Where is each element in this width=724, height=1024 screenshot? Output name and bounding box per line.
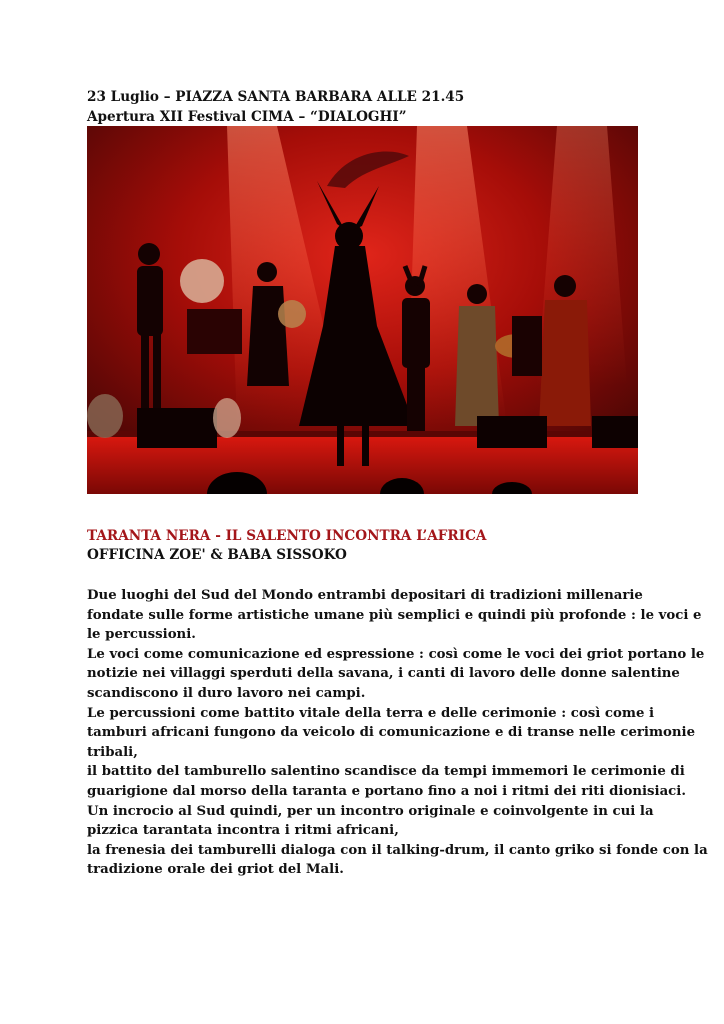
description-line: scandiscono il duro lavoro nei campi. — [87, 685, 366, 701]
description-line: Le percussioni come battito vitale della terra e delle cerimonie : così come i — [87, 705, 655, 721]
description-line: tradizione orale dei griot del Mali. — [87, 862, 344, 878]
description-line: pizzica tarantata incontra i ritmi africani, — [87, 823, 399, 839]
concert-stage-illustration — [87, 126, 638, 494]
event-performers: OFFICINA ZOE' & BABA SISSOKO — [87, 547, 347, 563]
description-line: tribali, — [87, 744, 138, 760]
event-header — [87, 87, 464, 127]
festival-opening: Apertura XII Festival CIMA – “DIALOGHI” — [87, 109, 407, 125]
description-line: Un incrocio al Sud quindi, per un incontro originale e coinvolgente in cui la — [87, 803, 654, 819]
description-line: Le voci come comunicazione ed espressione : così come le voci dei griot portano le — [87, 646, 705, 662]
description-line: Due luoghi del Sud del Mondo entrambi depositari di tradizioni millenarie — [87, 588, 643, 603]
event-description — [87, 586, 708, 880]
description-line: notizie nei villaggi sperduti della savana, i canti di lavoro delle donne salentine — [87, 666, 680, 682]
description-line: fondate sulle forme artistiche umane più semplici e quindi più profonde : le voci e — [87, 607, 702, 623]
description-line: il battito del tamburello salentino scandisce da tempi immemori le cerimonie di — [87, 764, 685, 780]
description-line: guarigione dal morso della taranta e portano fino a noi i ritmi dei riti dionisiaci. — [87, 783, 686, 799]
event-title: TARANTA NERA - IL SALENTO INCONTRA L’AFRICA — [87, 528, 487, 544]
description-line: tamburi africani fungono da veicolo di comunicazione e di transe nelle cerimonie — [87, 725, 696, 741]
concert-photo — [87, 126, 638, 494]
description-line: le percussioni. — [87, 627, 196, 643]
event-date-venue: 23 Luglio – PIAZZA SANTA BARBARA ALLE 21.45 — [87, 89, 465, 105]
description-line: la frenesia dei tamburelli dialoga con il talking-drum, il canto griko si fonde con la — [87, 842, 708, 858]
